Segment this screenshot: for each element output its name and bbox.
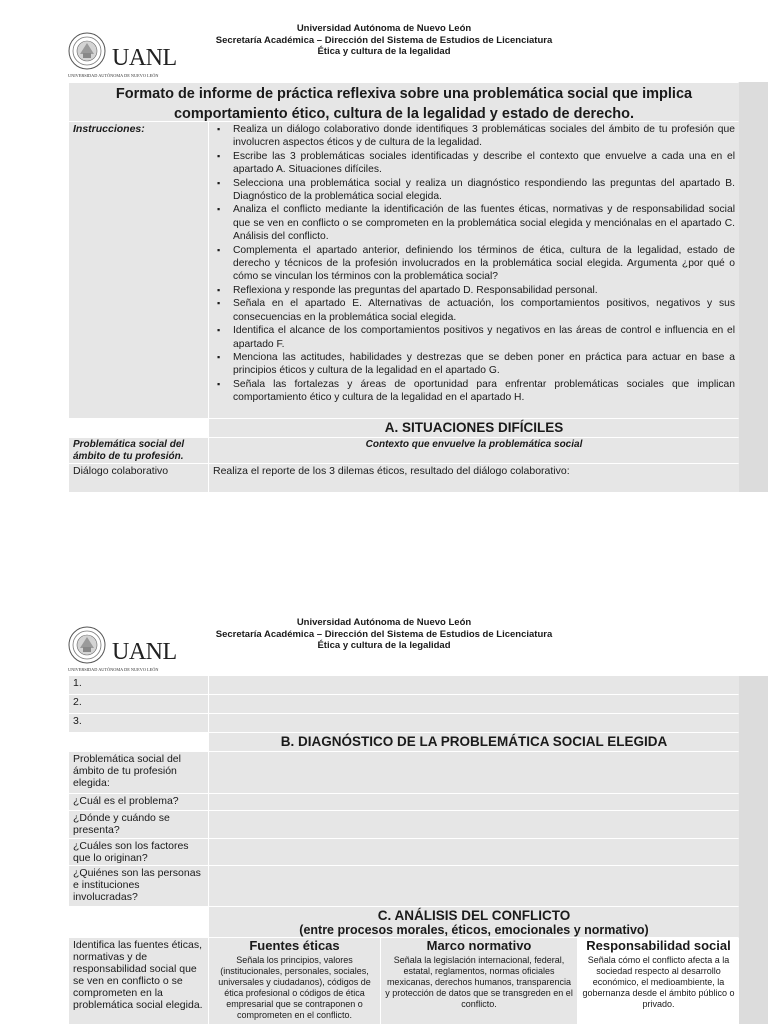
instructions-label: Instrucciones:: [69, 122, 208, 418]
a-columns-row: [69, 438, 739, 463]
number-answer[interactable]: [209, 714, 739, 732]
section-b-row: [69, 733, 739, 751]
number-label: 1.: [69, 676, 208, 694]
numbered-row: [69, 714, 739, 732]
logo-wordmark: UANL: [112, 45, 177, 71]
diag-label: ¿Dónde y cuándo se presenta?: [69, 811, 208, 838]
instructions-list: [213, 123, 735, 405]
dialog-row: [69, 464, 739, 492]
title-row: [69, 83, 739, 121]
col-desc: Señala cómo el conflicto afecta a la sociedad respecto al desarrollo económico, el medioambiente, la gobernanza desde el ámbito público o privado.: [582, 955, 735, 1009]
col-marco-normativo: [381, 938, 577, 1024]
course-name: Ética y cultura de la legalidad: [317, 46, 451, 57]
dialog-text: Realiza el reporte de los 3 dilemas éticos, resultado del diálogo colaborativo:: [209, 464, 739, 492]
instruction-item: ▪ Menciona las actitudes, habilidades y destrezas que se deben poner en práctica para actuar en base a principios éticos y cultura de la legalidad en el apartado G.: [233, 351, 735, 378]
diag-answer[interactable]: [209, 752, 739, 793]
page-header: [0, 0, 768, 82]
logo-wordmark: UANL: [112, 639, 177, 665]
section-c-blank: [69, 907, 208, 937]
diag-label: ¿Cuál es el problema?: [69, 794, 208, 810]
col-context-label: Contexto que envuelve la problemática social: [209, 438, 739, 463]
section-c-subtitle: (entre procesos morales, éticos, emocionales y normativo): [299, 923, 649, 937]
instruction-item: ▪ Escribe las 3 problemáticas sociales identificadas y describe el contexto que envuelve a cada una en el apartado A. Situaciones difíciles.: [233, 150, 735, 177]
diag-label: ¿Quiénes son las personas e instituciones involucradas?: [69, 866, 208, 906]
instruction-item: ▪ Señala las fortalezas y áreas de oportunidad para enfrentar problemáticas sociales que implican comportamiento ético y cultura de la legalidad en el apartado H.: [233, 378, 735, 405]
instructions-content: [209, 122, 739, 418]
numbered-row: [69, 676, 739, 694]
course-name: Ética y cultura de la legalidad: [317, 640, 451, 651]
right-margin-strip: [738, 82, 768, 492]
secretaria-name: Secretaría Académica – Dirección del Sistema de Estudios de Licenciatura: [215, 628, 553, 640]
col-desc: Señala la legislación internacional, federal, estatal, reglamentos, normas oficiales mexicanas, derechos humanos, transparencia y protección de datos que se transgreden en el conflicto.: [385, 955, 573, 1009]
col-problem-label: Problemática social del ámbito de tu profesión.: [69, 438, 208, 463]
section-b-heading: B. DIAGNÓSTICO DE LA PROBLEMÁTICA SOCIAL ELEGIDA: [209, 733, 739, 751]
instructions-row: [69, 122, 739, 418]
section-a-row: [69, 419, 739, 437]
instruction-item: ▪ Reflexiona y responde las preguntas del apartado D. Responsabilidad personal.: [233, 284, 735, 297]
instruction-item: ▪ Señala en el apartado E. Alternativas de actuación, los comportamientos positivos, negativos y sus consecuencias en la problemática social elegida.: [233, 297, 735, 324]
instruction-item: ▪ Identifica el alcance de los comportamientos positivos y negativos en las áreas de control e influencia en el apartado F.: [233, 324, 735, 351]
instruction-item: ▪ Analiza el conflicto mediante la identificación de las fuentes éticas, normativas y de responsabilidad social que se ven en conflicto o se comprometen en la problemática social elegida y menciónalas en el apartado C. Análisis del conflicto.: [233, 203, 735, 243]
secretaria-name: Secretaría Académica – Dirección del Sistema de Estudios de Licenciatura: [215, 34, 553, 46]
diag-answer[interactable]: [209, 866, 739, 906]
col-title: Responsabilidad social: [586, 938, 731, 953]
col-title: Marco normativo: [426, 938, 532, 953]
number-answer[interactable]: [209, 676, 739, 694]
diag-row: [69, 866, 739, 906]
col-fuentes-eticas: [209, 938, 380, 1024]
diag-answer[interactable]: [209, 811, 739, 838]
instruction-item: ▪ Realiza un diálogo colaborativo donde identifiques 3 problemáticas sociales del ámbito de tu profesión que involucren aspectos éticos y de cultura de la legalidad.: [233, 123, 735, 150]
page-2: [0, 614, 768, 1024]
col-responsabilidad-social: [578, 938, 739, 1024]
university-name: Universidad Autónoma de Nuevo León: [296, 23, 472, 34]
diag-label: Problemática social del ámbito de tu profesión elegida:: [69, 752, 208, 793]
diag-label: ¿Cuáles son los factores que lo originan?: [69, 839, 208, 865]
diag-row: [69, 794, 739, 810]
numbered-row: [69, 695, 739, 713]
section-c-analysis-row: [69, 938, 739, 1024]
diag-row: [69, 752, 739, 793]
section-a-heading: A. SITUACIONES DIFÍCILES: [209, 419, 739, 437]
section-c-row: [69, 907, 739, 937]
section-b-blank: [69, 733, 208, 751]
right-margin-strip: [738, 676, 768, 1024]
header-text: [0, 23, 768, 58]
university-name: Universidad Autónoma de Nuevo León: [296, 617, 472, 628]
section-c-heading: [209, 907, 739, 937]
header-text: [0, 617, 768, 652]
logo-subtext: UNIVERSIDAD AUTÓNOMA DE NUEVO LEÓN: [68, 667, 159, 672]
diag-answer[interactable]: [209, 839, 739, 865]
c-instruction-label: Identifica las fuentes éticas, normativas y de responsabilidad social que se ven en conflicto o se comprometen en la problemática social elegida.: [69, 938, 208, 1024]
page-header: [0, 614, 768, 676]
instruction-item: ▪ Selecciona una problemática social y realiza un diagnóstico respondiendo las preguntas del apartado B. Diagnóstico de la problemática social elegida.: [233, 177, 735, 204]
section-c-title: C. ANÁLISIS DEL CONFLICTO: [377, 908, 571, 923]
diag-row: [69, 811, 739, 838]
number-label: 3.: [69, 714, 208, 732]
col-desc: Señala los principios, valores (institucionales, personales, sociales, universales y ciudadanos), códigos de ética profesional o códigos de ética empresarial que se contraponen o comprometen en el conflicto.: [218, 955, 371, 1020]
logo-subtext: UNIVERSIDAD AUTÓNOMA DE NUEVO LEÓN: [68, 73, 159, 78]
dialog-label: Diálogo colaborativo: [69, 464, 208, 492]
diag-answer[interactable]: [209, 794, 739, 810]
diag-row: [69, 839, 739, 865]
section-a-blank: [69, 419, 208, 437]
form-title: Formato de informe de práctica reflexiva sobre una problemática social que implica comportamiento ético, cultura de la legalidad y estado de derecho.: [69, 83, 739, 121]
number-label: 2.: [69, 695, 208, 713]
instruction-item: ▪ Complementa el apartado anterior, definiendo los términos de ética, cultura de la legalidad, estado de derecho y técnicos de la profesión involucrados en la problemática social elegida. Argumenta ¿por qué o cómo se vinculan los términos con la problemática social?: [233, 244, 735, 284]
col-title: Fuentes éticas: [249, 938, 340, 953]
number-answer[interactable]: [209, 695, 739, 713]
